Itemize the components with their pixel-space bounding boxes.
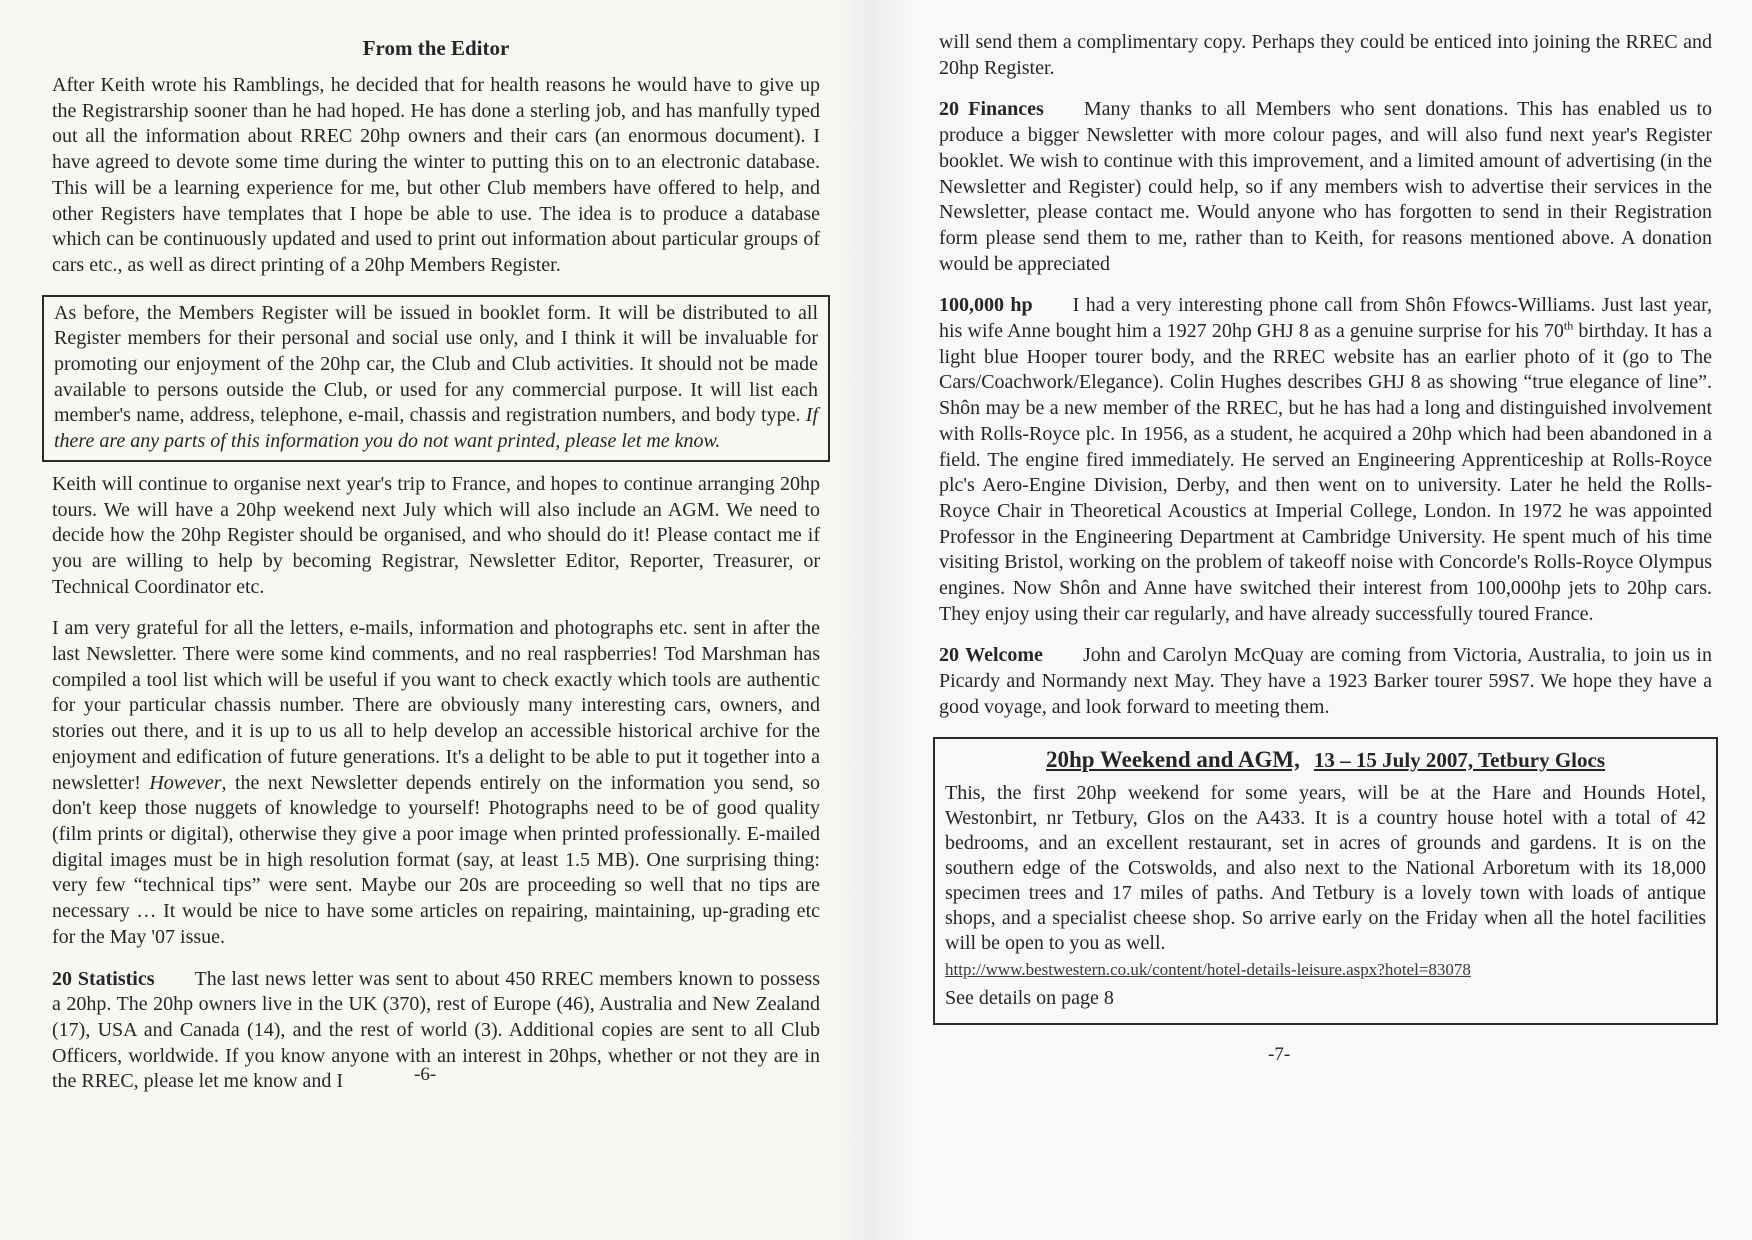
finances-paragraph	[939, 97, 1712, 277]
welcome-heading: 20 Welcome	[939, 644, 1043, 667]
event-heading	[945, 747, 1706, 773]
finances-heading: 20 Finances	[939, 98, 1044, 121]
hp-paragraph	[939, 293, 1712, 627]
event-dates: 13 – 15 July 2007, Tetbury Glocs	[1313, 747, 1606, 772]
hp-heading: 100,000 hp	[939, 294, 1033, 317]
hp-text-a: I had a very interesting phone call from Shôn Ffowcs-Williams. Just last year, his wife Anne bought him a 1927 20hp GHJ 8 as a genuine surprise for his 70	[939, 294, 1712, 343]
binding-gutter	[836, 0, 916, 1240]
editor-paragraph-4	[52, 616, 820, 950]
editor-paragraph-4-italic: However	[149, 771, 222, 794]
event-announcement-box	[933, 737, 1718, 1025]
page-right	[876, 0, 1752, 1240]
register-notice-italic: If there are any parts of this information you do not want printed, please let me know.	[54, 404, 818, 453]
editor-paragraph-4-a: I am very grateful for all the letters, e-mails, information and photographs etc. sent in after the last Newsletter. There were some kind comments, and no real raspberries! Tod Marshman has compiled a tool list which will be useful if you want to check exactly which tools are authentic for your particular chassis number. There are obviously many interesting cars, owners, and stories out there, and it is up to us all to help develop an accessible historical archive for the enjoyment and edification of future generations. It's a delight to be able to put it together into a newsletter!	[52, 617, 820, 794]
statistics-text: The last news letter was sent to about 450 RREC members known to possess a 20hp. The 20hp owners live in the UK (370), rest of Europe (46), Australia and New Zealand (17), USA and Canada (14), and the rest of world (3). Additional copies are sent to all Club Officers, worldwide. If you know anyone with an interest in 20hps, whether or not they are in the RREC, please let me know and I	[52, 967, 820, 1093]
hotel-link[interactable]: http://www.bestwestern.co.uk/content/hotel-details-leisure.aspx?hotel=83078	[945, 959, 1471, 979]
event-title: 20hp Weekend and AGM,	[1045, 746, 1300, 772]
editor-paragraph-3: Keith will continue to organise next year's trip to France, and hopes to continue arranging 20hp tours. We will have a 20hp weekend next July which will also include an AGM. We need to decide how the 20hp Register should be organised, and who should do it! Please contact me if you are willing to help by becoming Registrar, Newsletter Editor, Reporter, Treasurer, or Technical Coordinator etc.	[52, 472, 820, 598]
hp-superscript: th	[1563, 318, 1574, 333]
register-notice-text	[54, 301, 818, 455]
welcome-paragraph	[939, 643, 1712, 720]
register-notice-box	[42, 295, 830, 462]
editor-paragraph-4-b: , the next Newsletter depends entirely on the information you send, so don't keep those nuggets of knowledge to yourself! Photographs need to be of good quality (film prints or digital), otherwise they give a poor image when printed professionally. E-mailed digital images must be in high resolution format (say, at least 1.5 MB). One surprising thing: very few “technical tips” were sent. Maybe our 20s are proceeding so well that no tips are necessary … It would be nice to have some articles on repairing, maintaining, up-grading etc for the May '07 issue.	[52, 771, 821, 948]
welcome-text: John and Carolyn McQuay are coming from Victoria, Australia, to join us in Picardy and Normandy next May. They have a 1923 Barker tourer 59S7. We hope they have a good voyage, and look forward to meeting them.	[939, 644, 1712, 718]
event-description: This, the first 20hp weekend for some years, will be at the Hare and Hounds Hotel, Westonbirt, nr Tetbury, Glos on the A433. It is a country house hotel with a total of 42 bedrooms, and an excellent restaurant, set in acres of grounds and gardens. It is on the southern edge of the Cotswolds, and also next to the National Arboretum with its 18,000 specimen trees and 17 miles of paths. And Tetbury is a lovely town with loads of antique shops, and a specialist cheese shop. So arrive early on the Friday when all the hotel facilities will be open to you as well.	[945, 781, 1706, 954]
hp-text-b: birthday. It has a light blue Hooper tourer body, and the RREC website has an earlier photo of it (go to The Cars/Coachwork/Elegance). Colin Hughes describes GHJ 8 as showing “true elegance of line”. Shôn may be a new member of the RREC, but he has had a long and distinguished involvement with Rolls-Royce plc. In 1956, as a student, he acquired a 20hp which had been abandoned in a field. The engine fired immediately. He served an Engineering Apprenticeship at Rolls-Royce plc's Aero-Engine Division, Derby, and then went on to university. Later he held the Rolls-Royce Chair in Theoretical Acoustics at Imperial College, London. In 1972 he was appointed Professor in the Engineering Department at Cambridge University. He spent much of his time visiting Bristol, working on the problem of takeoff noise with Concorde's Rolls-Royce Olympus engines. Now Shôn and Anne have switched their interest from 100,000hp jets to 20hp cars. They enjoy using their car regularly, and have already successfully toured France.	[939, 320, 1713, 625]
event-see-details: See details on page 8	[945, 986, 1114, 1009]
finances-text: Many thanks to all Members who sent donations. This has enabled us to produce a bigger Newsletter with more colour pages, and will also fund next year's Register booklet. We wish to continue with this improvement, and a limited amount of advertising (in the Newsletter and Register) could help, so if any members wish to advertise their services in the Newsletter, please contact me. Would anyone who has forgotten to send in their Registration form please send them to me, rather than to Keith, for reasons mentioned above. A donation would be appreciated	[939, 98, 1712, 275]
left-column	[52, 30, 820, 1111]
page-number-left: -6-	[414, 1064, 437, 1085]
register-notice-body: As before, the Members Register will be issued in booklet form. It will be distributed to all Register members for their personal and social use only, and I think it will be invaluable for promoting our enjoyment of the 20hp car, the Club and Club activities. It should not be made available to persons outside the Club, or used for any commercial purpose. It will list each member's name, address, telephone, e-mail, chassis and registration numbers, and body type.	[54, 301, 818, 427]
editor-title: From the Editor	[362, 36, 510, 60]
right-column	[939, 30, 1712, 1025]
page-number-right: -7-	[1268, 1044, 1291, 1065]
continuation-paragraph: will send them a complimentary copy. Perhaps they could be enticed into joining the RREC and 20hp Register.	[939, 31, 1712, 79]
statistics-heading: 20 Statistics	[52, 967, 155, 990]
editor-paragraph-1: After Keith wrote his Ramblings, he decided that for health reasons he would have to give up the Registrarship sooner than he had hoped. He has done a sterling job, and has manfully typed out all the information about RREC 20hp owners and their cars (an enormous document). I have agreed to devote some time during the winter to putting this on to an electronic database. This will be a learning experience for me, but other Club members have offered to help, and other Registers have templates that I hope be able to use. The idea is to produce a database which can be continuously updated and used to print out information about particular groups of cars etc., as well as direct printing of a 20hp Members Register.	[52, 74, 820, 276]
